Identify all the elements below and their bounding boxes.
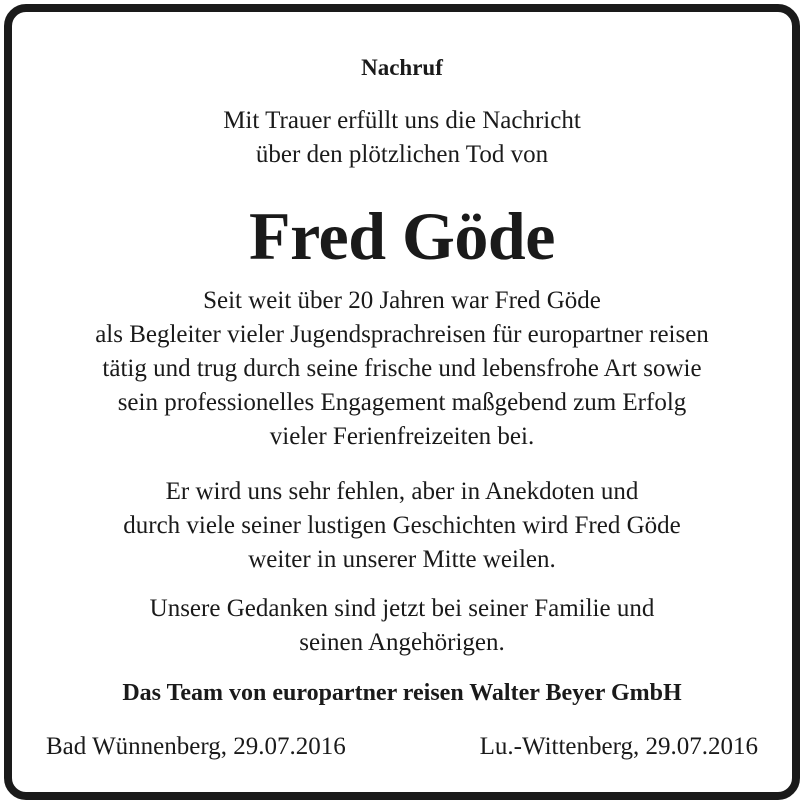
paragraph-line: vieler Ferienfreizeiten bei. [269, 423, 535, 450]
paragraph-line: weiter in unserer Mitte weilen. [248, 546, 556, 573]
obituary-content [12, 12, 792, 792]
intro-line: Mit Trauer erfüllt uns die Nachricht [223, 107, 581, 134]
paragraph-condolence [12, 592, 792, 660]
intro-text [12, 104, 792, 172]
paragraph-tribute [12, 284, 792, 454]
paragraph-line: Seit weit über 20 Jahren war Fred Göde [203, 287, 601, 314]
paragraph-line: durch viele seiner lustigen Geschichten wird Fred Göde [123, 512, 681, 539]
paragraph-line: als Begleiter vieler Jugendsprachreisen für europartner reisen [95, 321, 709, 348]
signature-line: Das Team von europartner reisen Walter Beyer GmbH [122, 680, 682, 706]
paragraph-line: Er wird uns sehr fehlen, aber in Anekdoten und [165, 478, 639, 505]
obituary-frame [4, 4, 800, 800]
paragraph-line: tätig und trug durch seine frische und lebensfrohe Art sowie [102, 355, 702, 382]
paragraph-line: sein professionelles Engagement maßgebend zum Erfolg [117, 389, 687, 416]
footer-right-place-date: Lu.-Wittenberg, 29.07.2016 [479, 733, 758, 760]
intro-line: über den plötzlichen Tod von [255, 141, 549, 168]
paragraph-line: seinen Angehörigen. [299, 629, 505, 656]
footer-dates [46, 730, 758, 764]
paragraph-memory [12, 475, 792, 577]
deceased-name: Fred Göde [249, 198, 555, 274]
paragraph-line: Unsere Gedanken sind jetzt bei seiner Familie und [149, 595, 655, 622]
footer-left-place-date: Bad Wünnenberg, 29.07.2016 [46, 733, 346, 760]
obituary-heading: Nachruf [361, 55, 443, 80]
